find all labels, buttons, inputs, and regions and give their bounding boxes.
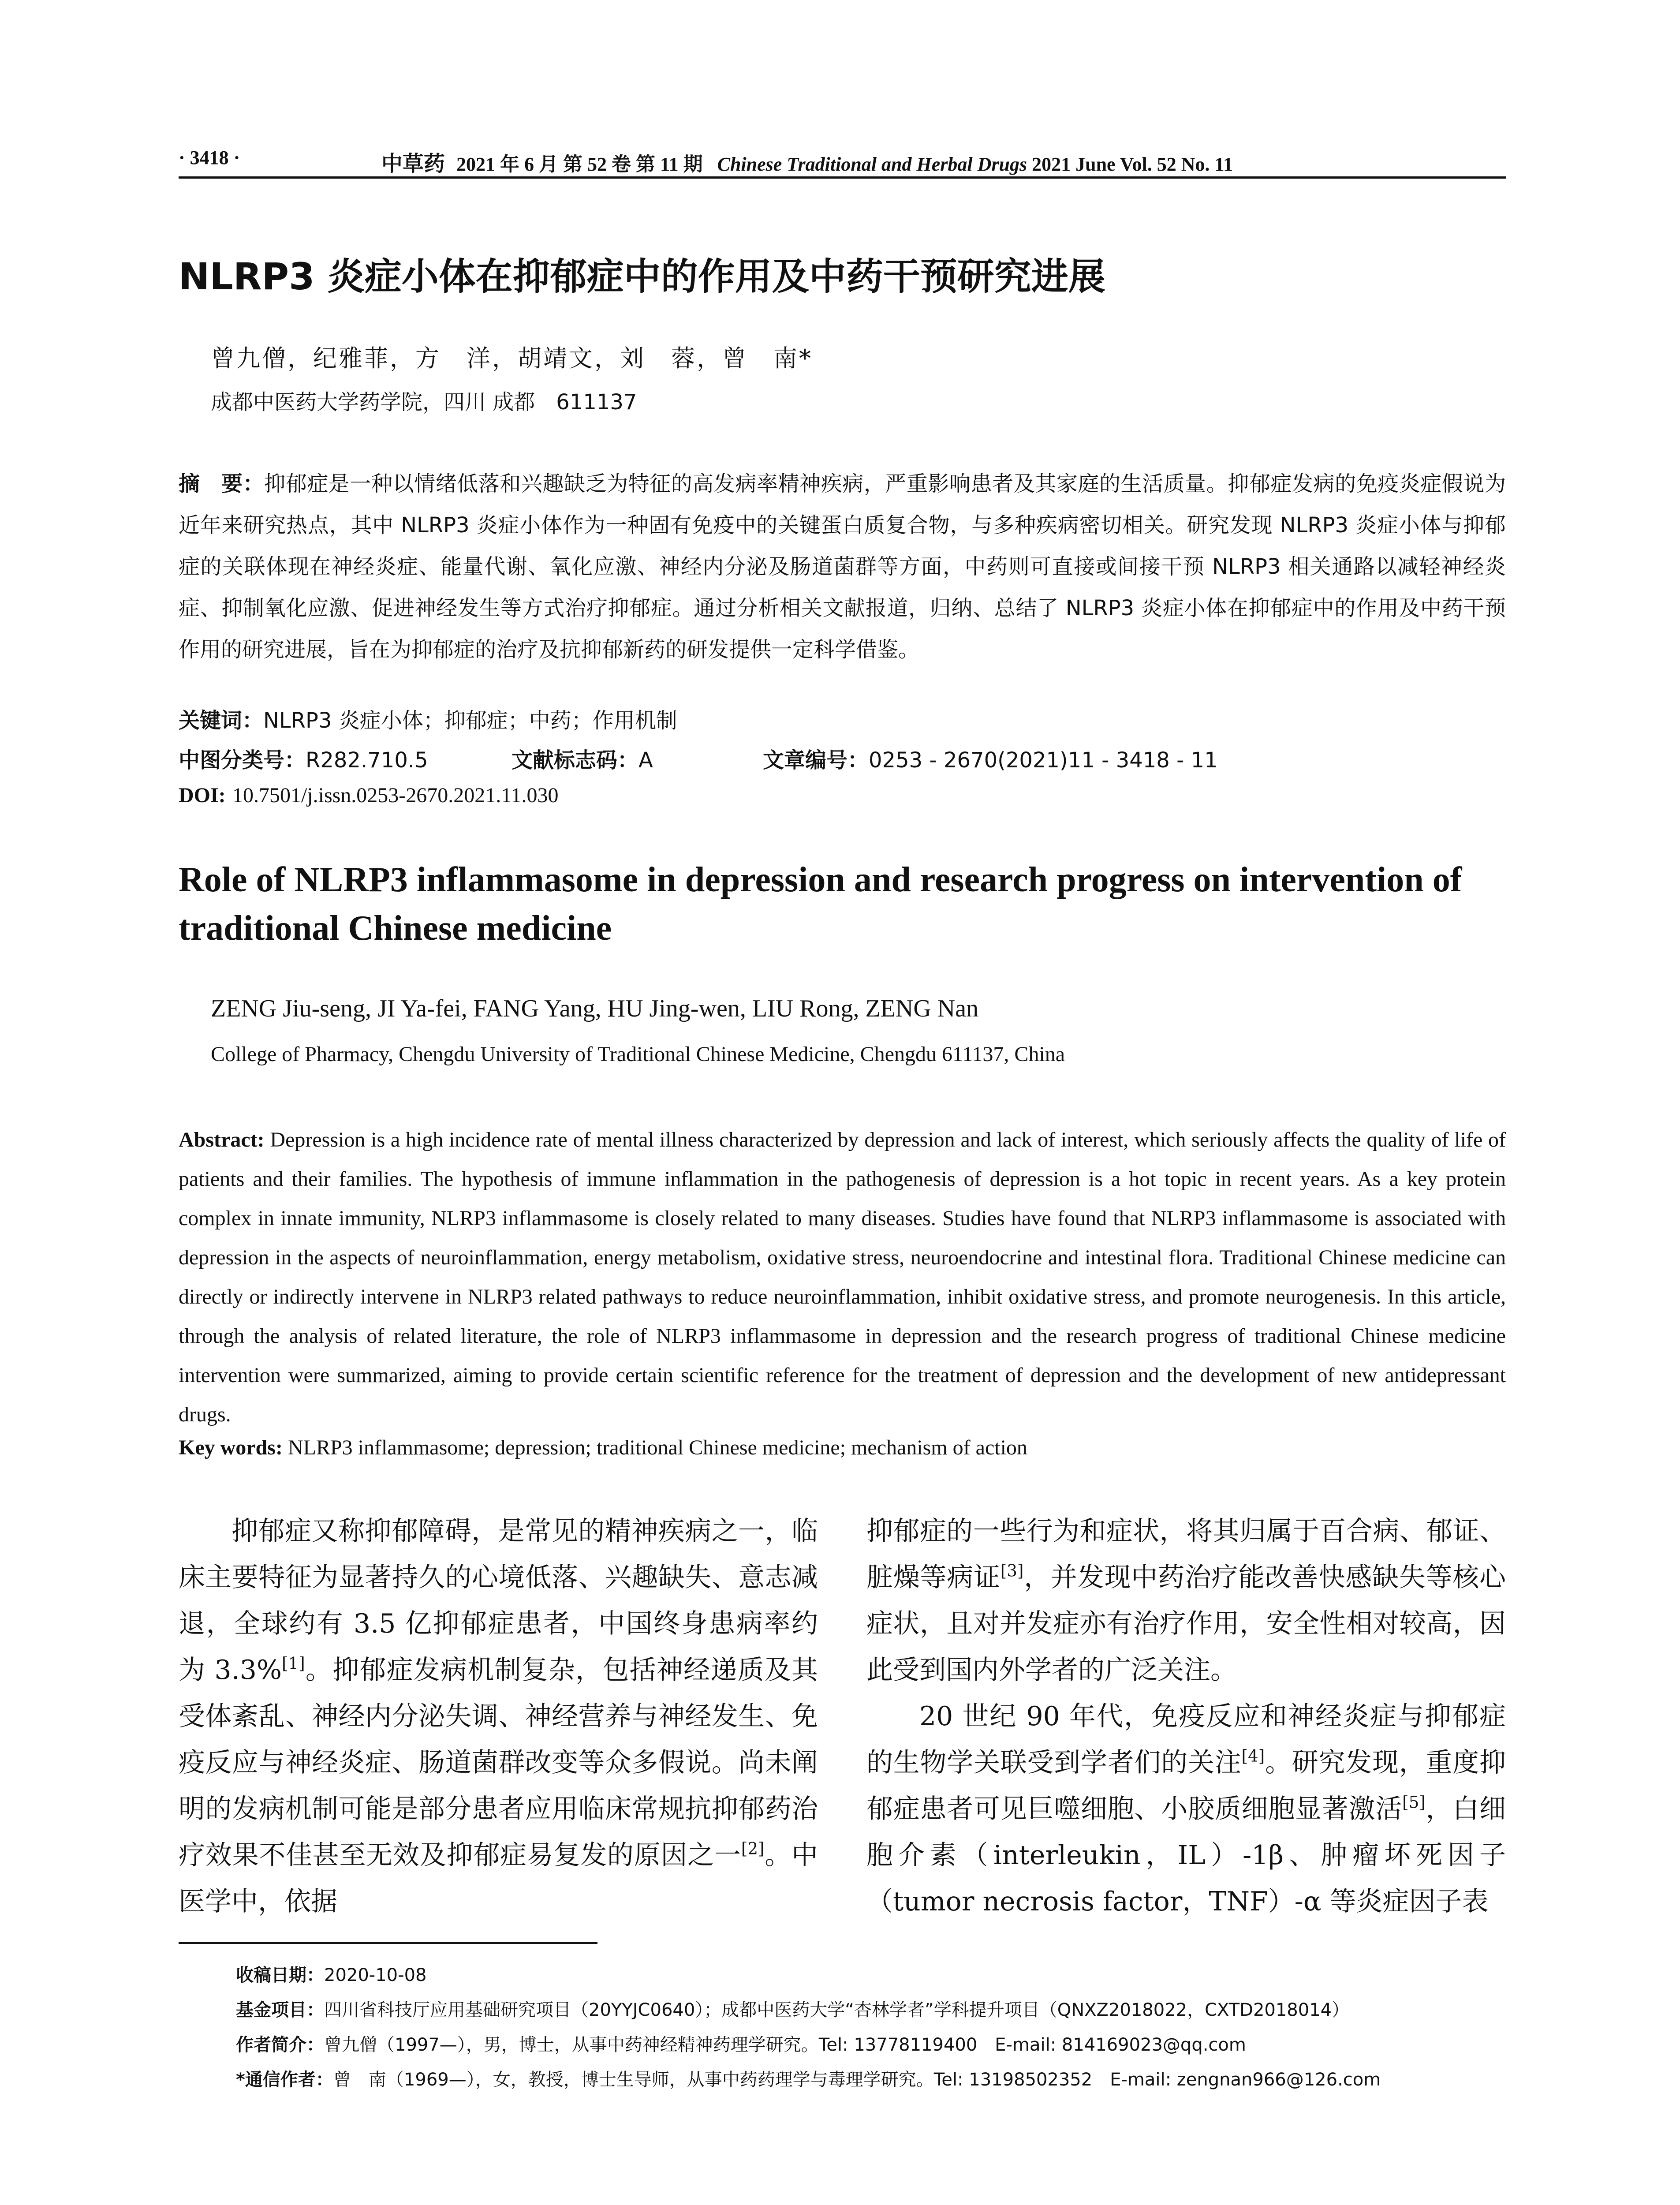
issue-en: 2021 June Vol. 52 No. 11 [1032,153,1233,175]
footnote-value: 2020-10-08 [324,1965,427,1985]
clc-number [179,743,428,774]
footnote-label: *通信作者： [236,2070,333,2090]
keywords-en [179,1435,1027,1460]
footnote-corresponding [236,2063,1515,2097]
clc-value: R282.710.5 [306,748,428,773]
author-list-zh: 曾九僧，纪雅菲，方 洋，胡靖文，刘 蓉，曾 南* [211,344,813,372]
body-text: 。抑郁症发病机制复杂，包括神经递质及其受体紊乱、神经内分泌失调、神经营养与神经发生、免疫反应与神经炎症、肠道菌群改变等众多假说。尚未阐明的发病机制可能是部分患者应用临床常规抗抑郁药治疗效果不佳甚至无效及抑郁症易复发的原因之一 [179,1655,818,1871]
citation-ref[interactable]: [4] [1241,1746,1265,1766]
abstract-en [179,1120,1506,1434]
keywords-zh-label: 关键词： [179,708,264,733]
abstract-zh-label: 摘 要： [179,471,265,496]
article-title-zh: NLRP3 炎症小体在抑郁症中的作用及中药干预研究进展 [179,255,1105,298]
citation-ref[interactable]: [2] [741,1839,765,1858]
abstract-zh [179,463,1506,670]
citation-ref[interactable]: [3] [1000,1561,1024,1581]
doi-label: DOI: [179,784,226,807]
citation-ref[interactable]: [1] [281,1653,305,1673]
doi-line [179,783,559,807]
footnote-value: 四川省科技厅应用基础研究项目（20YYJC0640）；成都中医药大学“杏林学者”学科提升项目（QNXZ2018022，CXTD2018014） [324,2000,1350,2020]
footnote-value: 曾九僧（1997—），男，博士，从事中药神经精神药理学研究。Tel: 13778119400 E-mail: 814169023@qq.com [324,2035,1246,2055]
footnote-fund [236,1993,1515,2028]
body-text: 。中医学中，依据 [179,1840,818,1917]
footnote-label: 作者简介： [236,2035,324,2055]
document-code-label: 文献标志码： [511,748,639,773]
journal-line [381,146,1233,177]
keywords-en-label: Key words: [179,1436,283,1459]
footnote-label: 收稿日期： [236,1965,324,1985]
affiliation-en: College of Pharmacy, Chengdu University of Traditional Chinese Medicine, Chengdu 611137, China [211,1043,1065,1066]
author-list-en: ZENG Jiu-seng, JI Ya-fei, FANG Yang, HU Jing-wen, LIU Rong, ZENG Nan [211,995,979,1022]
body-column-left [179,1508,818,1925]
page-number: · 3418 · [179,147,240,168]
abstract-en-label: Abstract: [179,1128,265,1151]
keywords-en-text: NLRP3 inflammasome; depression; traditional Chinese medicine; mechanism of action [287,1436,1027,1459]
body-text: 。研究发现，重度抑郁症患者可见巨噬细胞、小胶质细胞显著激活 [866,1747,1506,1824]
document-code-value: A [638,748,653,773]
article-number-value: 0253 - 2670(2021)11 - 3418 - 11 [869,748,1218,773]
issue-zh: 2021 年 6 月 第 52 卷 第 11 期 [456,153,703,175]
footnote-author [236,2028,1515,2063]
footnotes [236,1958,1515,2097]
body-paragraph [179,1508,818,1925]
body-text: 抑郁症的一些行为和症状，将其归属于百合病、郁证、脏燥等病证 [866,1516,1506,1593]
body-column-right [866,1508,1506,1925]
keywords-zh [179,703,677,734]
keywords-zh-text: NLRP3 炎症小体；抑郁症；中药；作用机制 [263,708,677,733]
body-text: ，并发现中药治疗能改善快感缺失等核心症状，且对并发症亦有治疗作用，安全性相对较高，因此受到国内外学者的广泛关注。 [866,1562,1506,1686]
article-number [763,743,1218,774]
doi-value[interactable]: 10.7501/j.issn.0253-2670.2021.11.030 [232,784,559,807]
journal-logo: 中草药 [381,151,445,176]
body-text: 20 世纪 90 年代，免疫反应和神经炎症与抑郁症的生物学关联受到学者们的关注 [866,1701,1506,1778]
citation-ref[interactable]: [5] [1402,1792,1426,1812]
footnote-value: 曾 南（1969—），女，教授，博士生导师，从事中药药理学与毒理学研究。Tel: 13198502352 E-mail: zengnan966@126.com [333,2070,1381,2090]
body-paragraph [866,1508,1506,1693]
article-title-en: Role of NLRP3 inflammasome in depression and research progress on intervention of traditional Chinese medicine [179,860,1462,948]
clc-label: 中图分类号： [179,748,306,773]
body-text: ，白细胞介素（interleukin，IL）-1β、肿瘤坏死因子（tumor necrosis factor，TNF）-α 等炎症因子表 [866,1794,1506,1917]
abstract-zh-text: 抑郁症是一种以情绪低落和兴趣缺乏为特征的高发病率精神疾病，严重影响患者及其家庭的生活质量。抑郁症发病的免疫炎症假说为近年来研究热点，其中 NLRP3 炎症小体作为一种固有免疫中的关键蛋白质复合物，与多种疾病密切相关。研究发现 NLRP3 炎症小体与抑郁症的关联体现在神经炎症、能量代谢、氧化应激、神经内分泌及肠道菌群等方面，中药则可直接或间接干预 NLRP3 相关通路以减轻神经炎症、抑制氧化应激、促进神经发生等方式治疗抑郁症。通过分析相关文献报道，归纳、总结了 NLRP3 炎症小体在抑郁症中的作用及中药干预作用的研究进展，旨在为抑郁症的治疗及抗抑郁新药的研发提供一定科学借鉴。 [179,471,1506,662]
abstract-en-text: Depression is a high incidence rate of mental illness characterized by depression and lack of interest, which seriously affects the quality of life of patients and their families. The hypothesis of immune inflammation in the pathogenesis of depression is a hot topic in recent years. As a key protein complex in innate immunity, NLRP3 inflammasome is closely related to many diseases. Studies have found that NLRP3 inflammasome is associated with depression in the aspects of neuroinflammation, energy metabolism, oxidative stress, neuroendocrine and intestinal flora. Traditional Chinese medicine can directly or indirectly intervene in NLRP3 related pathways to reduce neuroinflammation, inhibit oxidative stress, and promote neurogenesis. In this article, through the analysis of related literature, the role of NLRP3 inflammasome in depression and the research progress of traditional Chinese medicine intervention were summarized, aiming to provide certain scientific reference for the treatment of depression and the development of new antidepressant drugs. [179,1128,1506,1426]
header-rule [179,176,1506,179]
footnote-label: 基金项目： [236,2000,324,2020]
footnote-rule [179,1942,597,1944]
footnote-received [236,1958,1515,1993]
running-header [179,140,1506,176]
journal-name-en: Chinese Traditional and Herbal Drugs [717,153,1027,175]
affiliation-zh: 成都中医药大学药学院，四川 成都 611137 [211,390,637,415]
body-paragraph [866,1693,1506,1925]
body-text: 抑郁症又称抑郁障碍，是常见的精神疾病之一，临床主要特征为显著持久的心境低落、兴趣缺失、意志减退，全球约有 3.5 亿抑郁症患者，中国终身患病率约为 3.3% [179,1516,818,1686]
document-code [511,743,653,774]
article-number-label: 文章编号： [763,748,869,773]
